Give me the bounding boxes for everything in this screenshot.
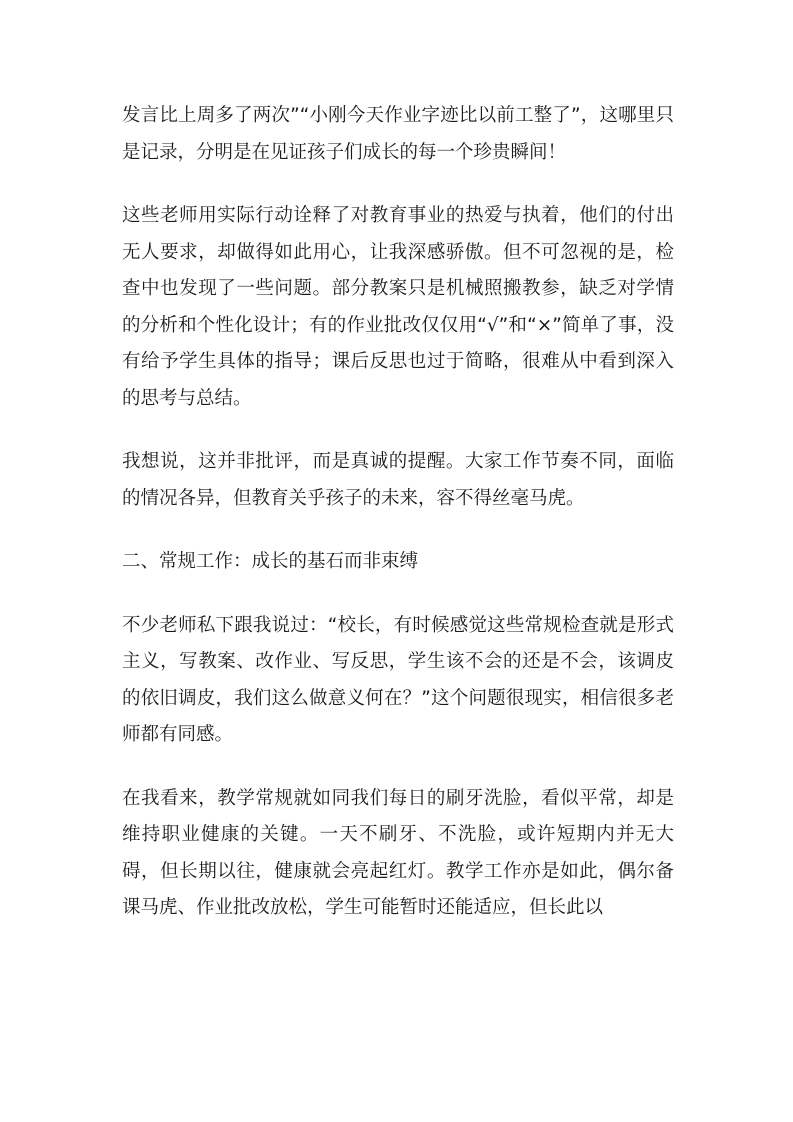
paragraph-5: 在我看来，教学常规就如同我们每日的刷牙洗脸，看似平常，却是维持职业健康的关键。一天不刷牙、不洗脸，或许短期内并无大碍，但长期以往，健康就会亮起红灯。教学工作亦是如此，偶尔备课马虎、作业批改放松，学生可能暂时还能适应，但长此以 — [122, 787, 674, 918]
paragraph-3: 我想说，这并非批评，而是真诚的提醒。大家工作节奏不同，面临的情况各异，但教育关乎孩子的未来，容不得丝毫马虎。 — [122, 451, 674, 509]
section-heading: 二、常规工作：成长的基石而非束缚 — [122, 551, 419, 572]
paragraph-2: 这些老师用实际行动诠释了对教育事业的热爱与执着，他们的付出无人要求，却做得如此用心，让我深感骄傲。但不可忽视的是，检查中也发现了一些问题。部分教案只是机械照搬教参，缺乏对学情的分析和个性化设计；有的作业批改仅仅用“√”和“×”简单了事，没有给予学生具体的指导；课后反思也过于简略，很难从中看到深入的思考与总结。 — [122, 205, 674, 409]
paragraph-1: 发言比上周多了两次”“小刚今天作业字迹比以前工整了”，这哪里只是记录，分明是在见证孩子们成长的每一个珍贵瞬间！ — [122, 105, 674, 163]
paragraph-4: 不少老师私下跟我说过：“校长，有时候感觉这些常规检查就是形式主义，写教案、改作业、写反思，学生该不会的还是不会，该调皮的依旧调皮，我们这么做意义何在？”这个问题很现实，相信很多老师都有同感。 — [122, 614, 674, 745]
document-body — [122, 98, 674, 954]
